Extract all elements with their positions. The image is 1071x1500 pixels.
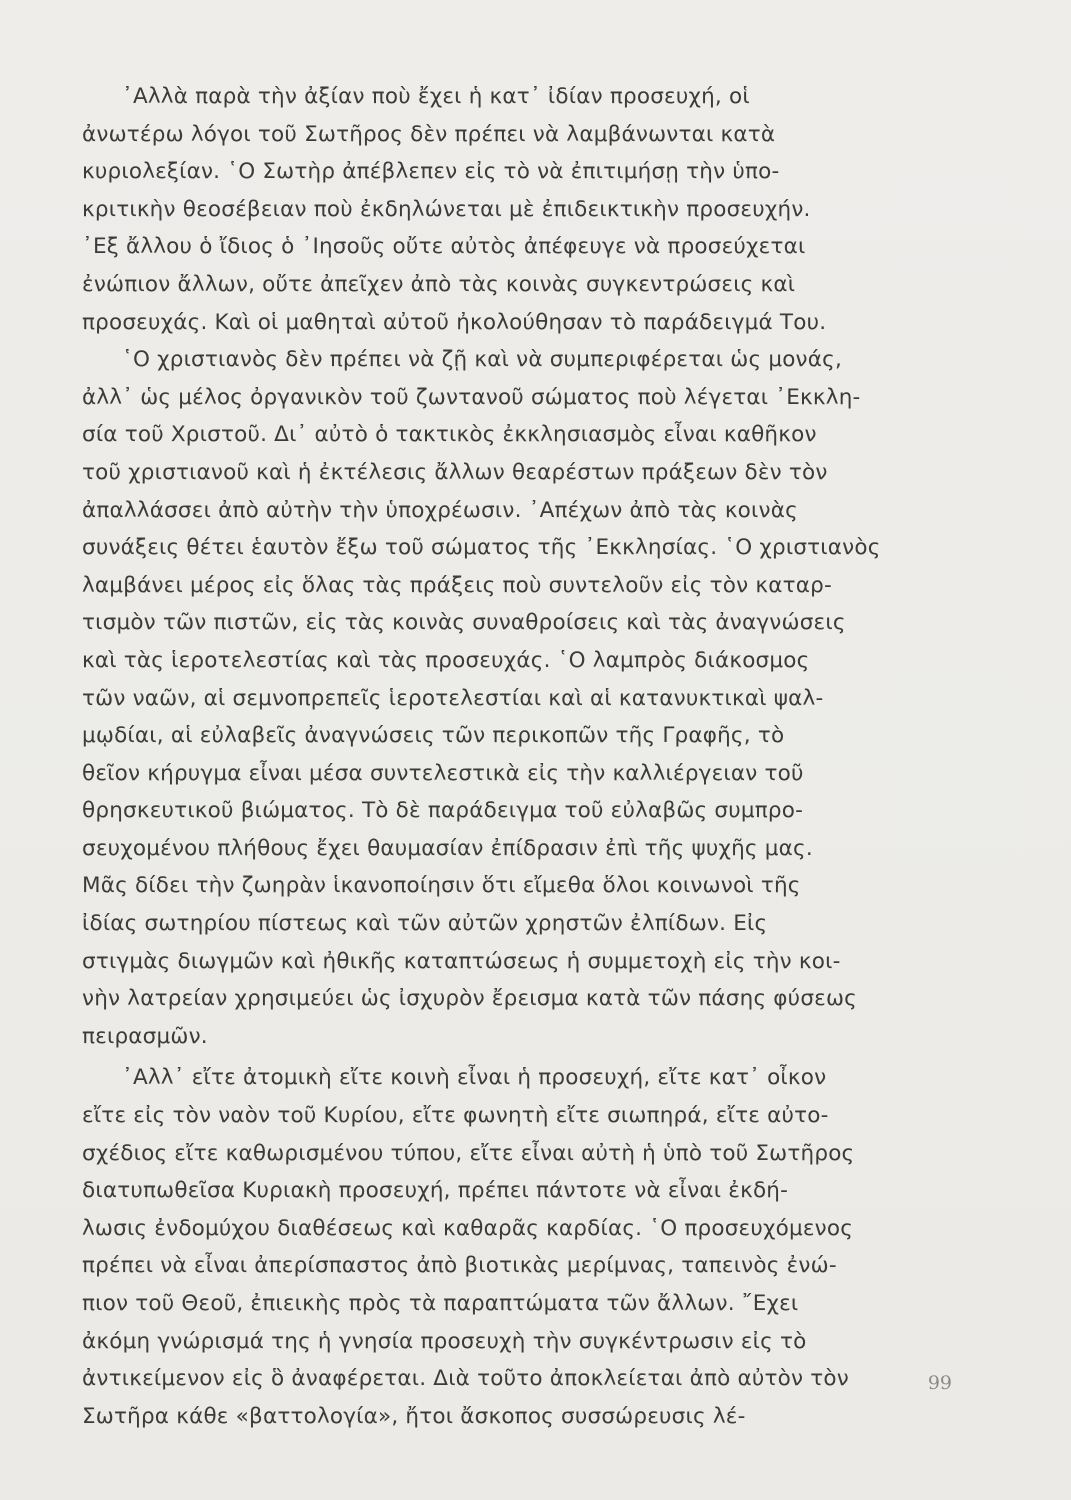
text-line: ἀπαλλάσσει ἀπὸ αὐτὴν τὴν ὑποχρέωσιν. ᾿Απέχων ἀπὸ τὰς κοινὰς <box>82 497 798 523</box>
text-line: σχέδιος εἴτε καθωρισμένου τύπου, εἴτε εἶναι αὐτὴ ἡ ὑπὸ τοῦ Σωτῆρος <box>82 1140 855 1166</box>
text-line: τισμὸν τῶν πιστῶν, εἰς τὰς κοινὰς συναθροίσεις καὶ τὰς ἀναγνώσεις <box>82 610 846 636</box>
text-line: λωσις ἐνδομύχου διαθέσεως καὶ καθαρᾶς καρδίας. ῾Ο προσευχόμενος <box>82 1215 854 1241</box>
text-line: κυριολεξίαν. ῾Ο Σωτὴρ ἀπέβλεπεν εἰς τὸ νὰ ἐπιτιμήσῃ τὴν ὑπο- <box>82 159 780 185</box>
text-line: Μᾶς δίδει τὴν ζωηρὰν ἱκανοποίησιν ὅτι εἴμεθα ὅλοι κοινωνοὶ τῆς <box>82 873 801 899</box>
text-line: μῳδίαι, αἱ εὐλαβεῖς ἀναγνώσεις τῶν περικοπῶν τῆς Γραφῆς, τὸ <box>82 723 785 749</box>
text-line: τοῦ χριστιανοῦ καὶ ἡ ἐκτέλεσις ἄλλων θεαρέστων πράξεων δὲν τὸν <box>82 459 828 485</box>
text-line: σευχομένου πλήθους ἔχει θαυμασίαν ἐπίδρασιν ἐπὶ τῆς ψυχῆς μας. <box>82 835 813 861</box>
body-text <box>82 78 944 1435</box>
text-line: διατυπωθεῖσα Κυριακὴ προσευχή, πρέπει πάντοτε νὰ εἶναι ἐκδή- <box>82 1178 789 1204</box>
text-line: ῾Ο χριστιανὸς δὲν πρέπει νὰ ζῇ καὶ νὰ συμπεριφέρεται ὡς μονάς, <box>122 347 842 373</box>
text-line: θρησκευτικοῦ βιώματος. Τὸ δὲ παράδειγμα τοῦ εὐλαβῶς συμπρο- <box>82 798 804 824</box>
text-line: συνάξεις θέτει ἑαυτὸν ἔξω τοῦ σώματος τῆς ᾿Εκκλησίας. ῾Ο χριστιανὸς <box>82 535 881 561</box>
text-line: σία τοῦ Χριστοῦ. Δι᾿ αὐτὸ ὁ τακτικὸς ἐκκλησιασμὸς εἶναι καθῆκον <box>82 422 817 448</box>
text-line: στιγμὰς διωγμῶν καὶ ἠθικῆς καταπτώσεως ἡ συμμετοχὴ εἰς τὴν κοι- <box>82 948 841 974</box>
text-line: θεῖον κήρυγμα εἶναι μέσα συντελεστικὰ εἰς τὴν καλλιέργειαν τοῦ <box>82 760 804 786</box>
text-line: τῶν ναῶν, αἱ σεμνοπρεπεῖς ἱεροτελεστίαι καὶ αἱ κατανυκτικαὶ ψαλ- <box>82 685 824 711</box>
page-number: 99 <box>927 1372 952 1394</box>
text-line: ᾿Αλλὰ παρὰ τὴν ἀξίαν ποὺ ἔχει ἡ κατ᾿ ἰδίαν προσευχή, οἱ <box>122 84 750 109</box>
text-line: ᾿Εξ ἄλλου ὁ ἴδιος ὁ ᾿Ιησοῦς οὔτε αὐτὸς ἀπέφευγε νὰ προσεύχεται <box>82 234 806 260</box>
text-line: Σωτῆρα κάθε «βαττολογία», ἤτοι ἄσκοπος συσσώρευσις λέ- <box>82 1403 746 1429</box>
text-line: ἰδίας σωτηρίου πίστεως καὶ τῶν αὐτῶν χρηστῶν ἐλπίδων. Εἰς <box>82 911 768 937</box>
text-line: καὶ τὰς ἱεροτελεστίας καὶ τὰς προσευχάς. ῾Ο λαμπρὸς διάκοσμος <box>82 647 810 673</box>
text-line: ἐνώπιον ἄλλων, οὔτε ἀπεῖχεν ἀπὸ τὰς κοινὰς συγκεντρώσεις καὶ <box>82 271 796 297</box>
text-line: ἀνωτέρω λόγοι τοῦ Σωτῆρος δὲν πρέπει νὰ λαμβάνωνται κατὰ <box>82 121 776 147</box>
text-line: ᾿Αλλ᾿ εἴτε ἀτομικὴ εἴτε κοινὴ εἶναι ἡ προσευχή, εἴτε κατ᾿ οἶκον <box>122 1065 827 1091</box>
text-line: προσευχάς. Καὶ οἱ μαθηταὶ αὐτοῦ ἠκολούθησαν τὸ παράδειγμά Του. <box>82 309 827 335</box>
text-line: πρέπει νὰ εἶναι ἀπερίσπαστος ἀπὸ βιοτικὰς μερίμνας, ταπεινὸς ἐνώ- <box>82 1253 837 1279</box>
text-line: εἴτε εἰς τὸν ναὸν τοῦ Κυρίου, εἴτε φωνητὴ εἴτε σιωπηρά, εἴτε αὐτο- <box>82 1103 829 1129</box>
text-line: πειρασμῶν. <box>82 1023 208 1049</box>
text-line: νὴν λατρείαν χρησιμεύει ὡς ἰσχυρὸν ἔρεισμα κατὰ τῶν πάσης φύσεως <box>82 986 857 1012</box>
text-line: κριτικὴν θεοσέβειαν ποὺ ἐκδηλώνεται μὲ ἐπιδεικτικὴν προσευχήν. <box>82 196 811 222</box>
text-line: πιον τοῦ Θεοῦ, ἐπιεικὴς πρὸς τὰ παραπτώματα τῶν ἄλλων. ῎Εχει <box>82 1291 799 1316</box>
text-line: ἀντικείμενον εἰς ὃ ἀναφέρεται. Διὰ τοῦτο ἀποκλείεται ἀπὸ αὐτὸν τὸν <box>82 1366 849 1392</box>
text-line: ἀκόμη γνώρισμά της ἡ γνησία προσευχὴ τὴν συγκέντρωσιν εἰς τὸ <box>82 1328 807 1354</box>
text-line: λαμβάνει μέρος εἰς ὅλας τὰς πράξεις ποὺ συντελοῦν εἰς τὸν καταρ- <box>82 572 832 598</box>
text-line: ἀλλ᾿ ὡς μέλος ὀργανικὸν τοῦ ζωντανοῦ σώματος ποὺ λέγεται ᾿Εκκλη- <box>82 384 861 410</box>
